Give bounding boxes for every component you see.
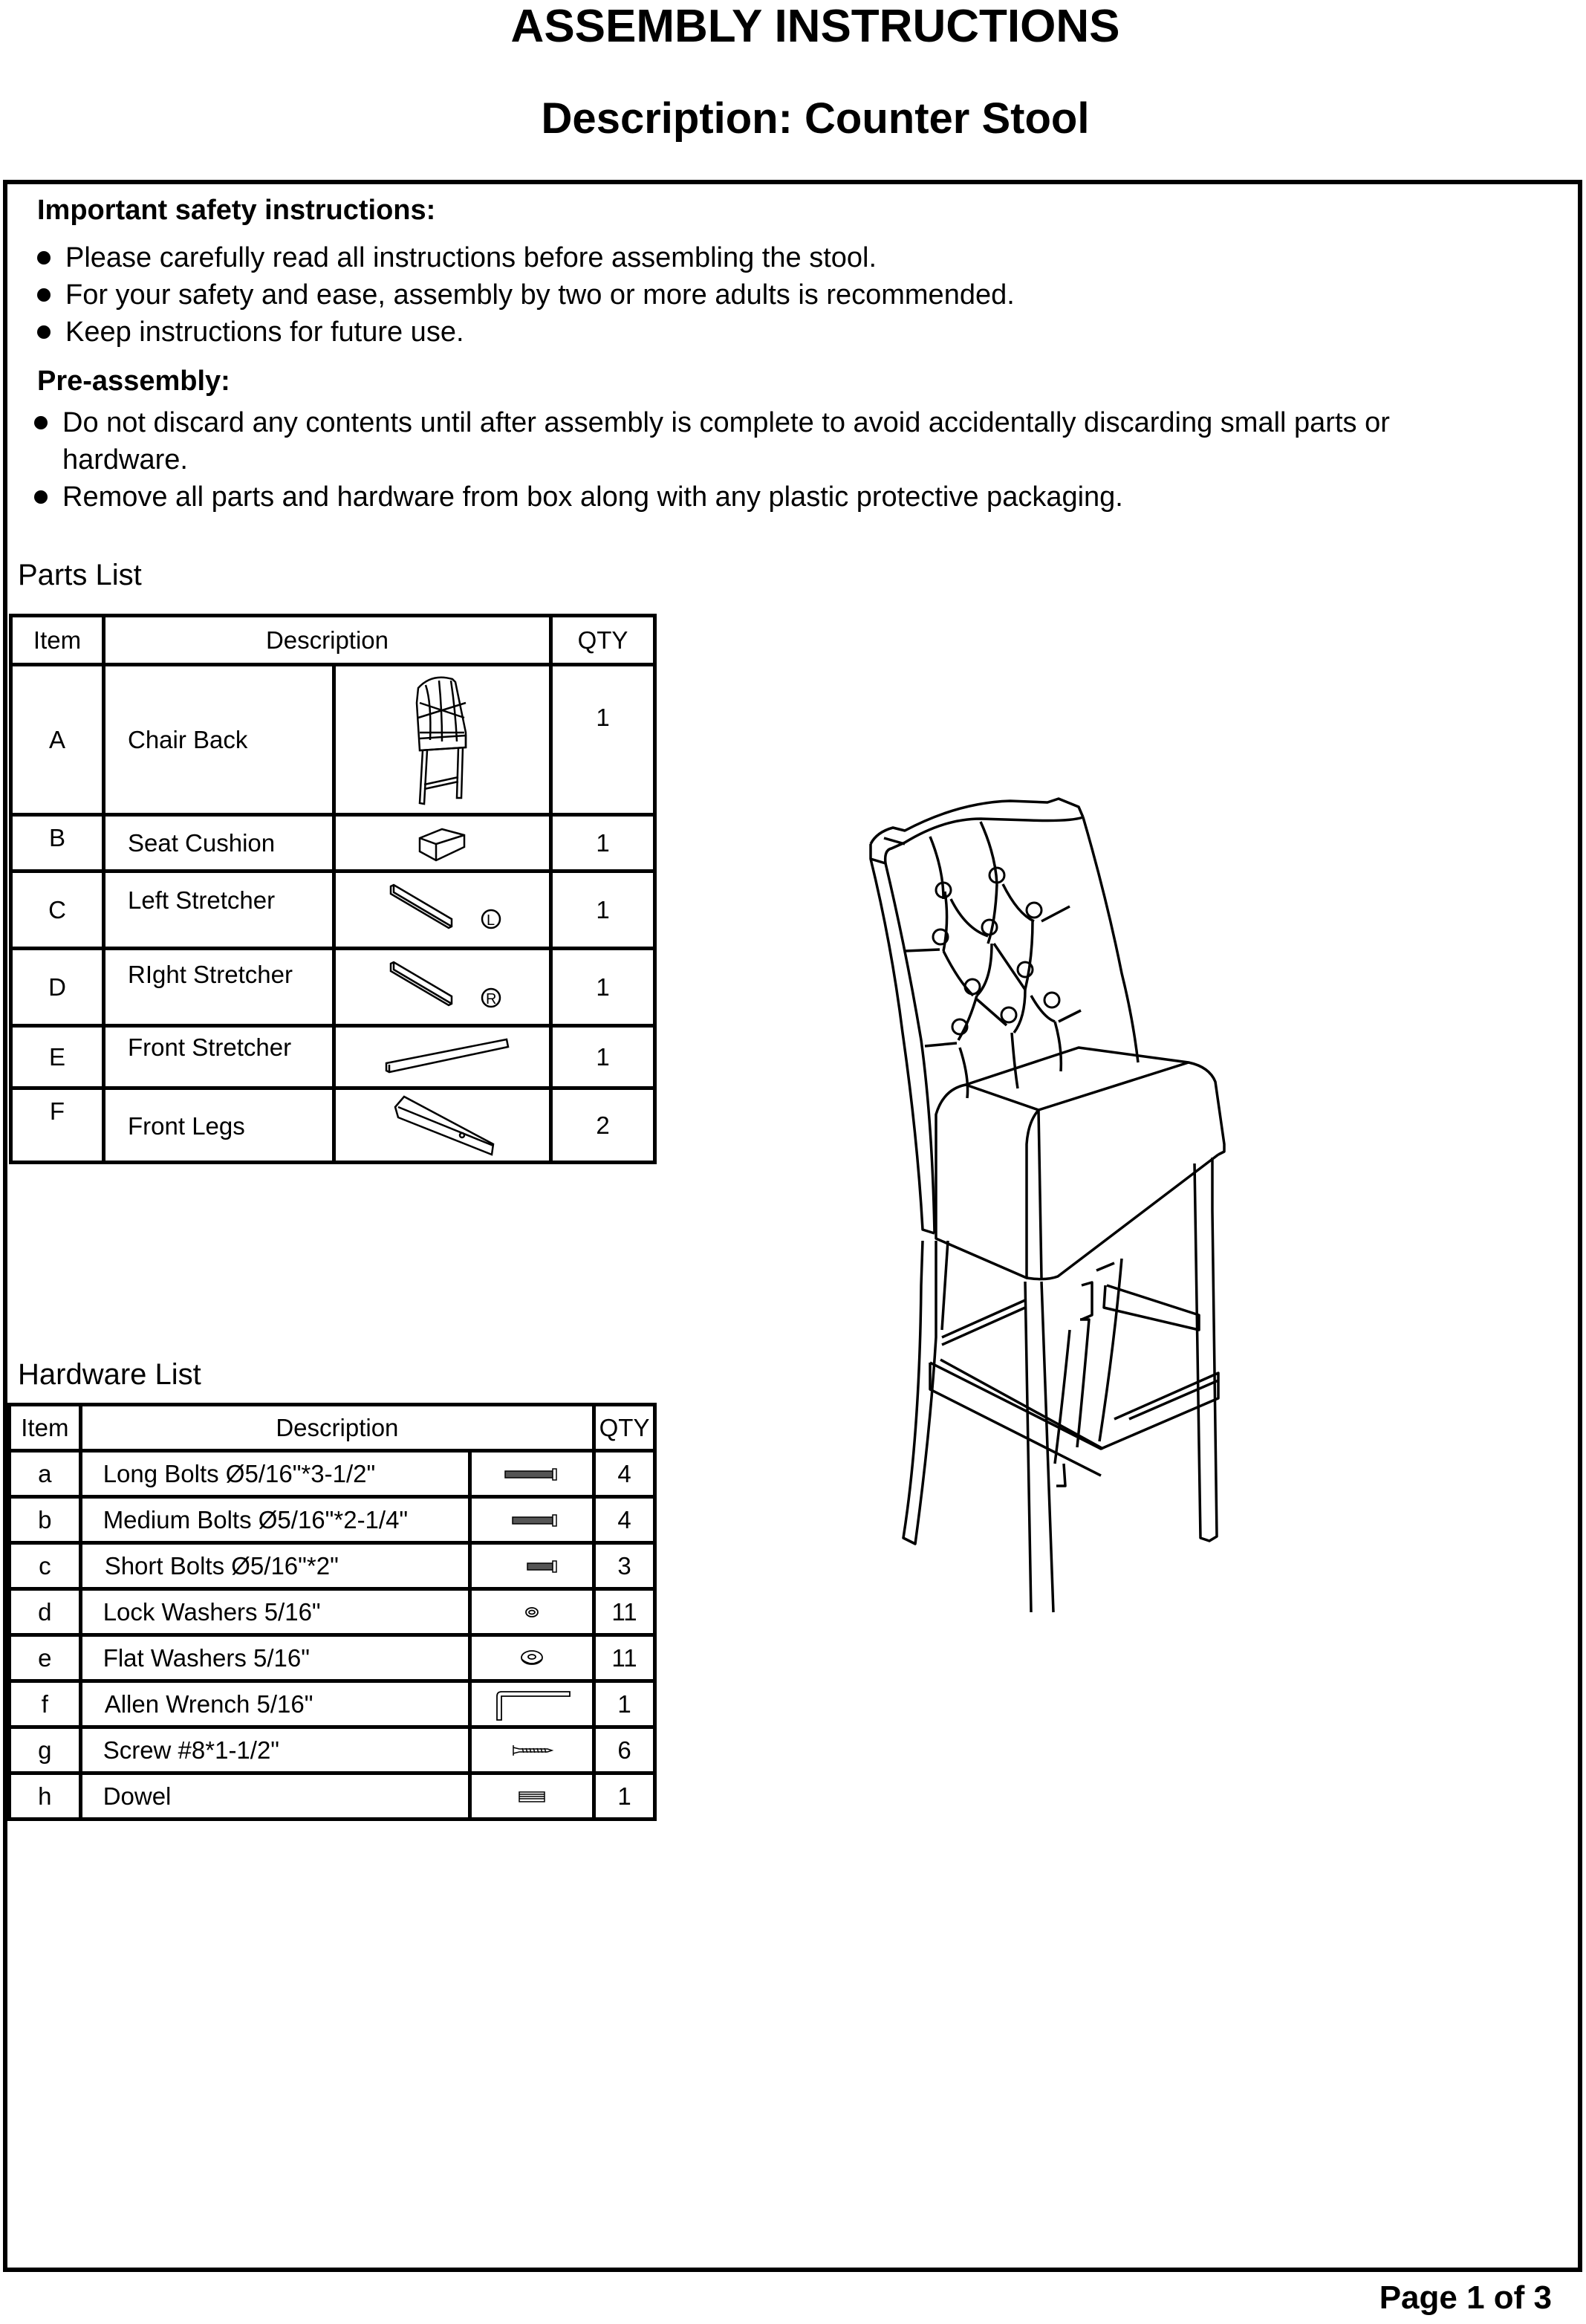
header-qty: QTY (551, 616, 655, 665)
item-letter: g (10, 1727, 81, 1773)
bullet-icon (37, 288, 51, 302)
table-row (10, 1451, 655, 1497)
table-row (11, 815, 655, 872)
long-bolt-icon (469, 1451, 594, 1497)
header-description: Description (104, 616, 551, 665)
item-qty: 11 (594, 1635, 655, 1681)
item-qty: 1 (594, 1681, 655, 1727)
safety-item: Please carefully read all instructions before assembling the stool. (36, 239, 1507, 276)
page-number: Page 1 of 3 (1379, 2279, 1552, 2316)
table-row (10, 1635, 655, 1681)
screw-icon (469, 1727, 594, 1773)
item-description: Allen Wrench 5/16" (80, 1681, 469, 1727)
table-row (10, 1773, 655, 1820)
table-row (10, 1543, 655, 1589)
allen-wrench-icon (469, 1681, 594, 1727)
item-letter: E (11, 1026, 104, 1088)
item-qty: 4 (594, 1497, 655, 1543)
table-row (11, 665, 655, 815)
table-row (10, 1497, 655, 1543)
hardware-table (7, 1403, 657, 1821)
bullet-icon (34, 416, 48, 429)
front-stretcher-icon (334, 1026, 551, 1088)
parts-header-row (11, 616, 655, 665)
pre-assembly-heading: Pre-assembly: (37, 366, 230, 397)
counter-stool-illustration (847, 795, 1426, 1620)
medium-bolt-icon (469, 1497, 594, 1543)
lock-washer-icon (469, 1589, 594, 1635)
table-row (10, 1589, 655, 1635)
item-description: RIght Stretcher (104, 949, 334, 1026)
header-item: Item (10, 1405, 81, 1451)
document-subtitle: Description: Counter Stool (541, 94, 1090, 143)
bullet-icon (37, 251, 51, 264)
pre-assembly-item: Do not discard any contents until after assembly is complete to avoid accidentally discarding small parts or hardware. (33, 404, 1504, 478)
item-letter: B (11, 815, 104, 872)
header-qty: QTY (594, 1405, 655, 1451)
pre-assembly-item: Remove all parts and hardware from box along with any plastic protective packaging. (33, 478, 1504, 516)
item-letter: h (10, 1773, 81, 1820)
front-leg-icon (334, 1088, 551, 1163)
left-stretcher-icon (334, 872, 551, 949)
item-letter: d (10, 1589, 81, 1635)
item-description: Lock Washers 5/16" (80, 1589, 469, 1635)
parts-table (9, 614, 657, 1164)
item-qty: 1 (551, 665, 655, 815)
flat-washer-icon (469, 1635, 594, 1681)
table-row (11, 872, 655, 949)
item-letter: C (11, 872, 104, 949)
item-letter: c (10, 1543, 81, 1589)
seat-cushion-icon (334, 815, 551, 872)
item-description: Seat Cushion (104, 815, 334, 872)
safety-item: For your safety and ease, assembly by two or more adults is recommended. (36, 276, 1507, 314)
item-qty: 1 (594, 1773, 655, 1820)
item-description: Front Stretcher (104, 1026, 334, 1088)
item-description: Front Legs (104, 1088, 334, 1163)
parts-list-title: Parts List (18, 559, 142, 591)
left-marker: L (486, 912, 495, 929)
item-description: Dowel (80, 1773, 469, 1820)
right-stretcher-icon (334, 949, 551, 1026)
item-description: Chair Back (104, 665, 334, 815)
item-letter: b (10, 1497, 81, 1543)
pre-assembly-list (33, 404, 1504, 516)
item-qty: 3 (594, 1543, 655, 1589)
dowel-icon (469, 1773, 594, 1820)
hardware-list-title: Hardware List (18, 1358, 201, 1391)
item-letter: D (11, 949, 104, 1026)
table-row (10, 1681, 655, 1727)
table-row (11, 949, 655, 1026)
table-row (10, 1727, 655, 1773)
bullet-icon (34, 490, 48, 504)
item-qty: 1 (551, 949, 655, 1026)
header-description: Description (80, 1405, 594, 1451)
item-letter: a (10, 1451, 81, 1497)
item-letter: A (11, 665, 104, 815)
table-row (11, 1088, 655, 1163)
item-letter: F (11, 1088, 104, 1163)
item-qty: 1 (551, 1026, 655, 1088)
bullet-icon (37, 325, 51, 339)
item-qty: 1 (551, 815, 655, 872)
short-bolt-icon (469, 1543, 594, 1589)
item-description: Medium Bolts Ø5/16"*2-1/4" (80, 1497, 469, 1543)
header-item: Item (11, 616, 104, 665)
item-description: Screw #8*1-1/2" (80, 1727, 469, 1773)
safety-item: Keep instructions for future use. (36, 314, 1507, 351)
safety-list (36, 239, 1507, 351)
item-qty: 6 (594, 1727, 655, 1773)
hardware-header-row (10, 1405, 655, 1451)
item-letter: f (10, 1681, 81, 1727)
safety-heading: Important safety instructions: (37, 195, 436, 226)
item-qty: 2 (551, 1088, 655, 1163)
right-marker: R (485, 990, 496, 1007)
item-letter: e (10, 1635, 81, 1681)
item-qty: 11 (594, 1589, 655, 1635)
item-description: Long Bolts Ø5/16"*3-1/2" (80, 1451, 469, 1497)
chair-back-icon (334, 665, 551, 815)
item-description: Short Bolts Ø5/16"*2" (80, 1543, 469, 1589)
table-row (11, 1026, 655, 1088)
item-qty: 1 (551, 872, 655, 949)
document-title: ASSEMBLY INSTRUCTIONS (510, 1, 1120, 52)
item-description: Flat Washers 5/16" (80, 1635, 469, 1681)
item-qty: 4 (594, 1451, 655, 1497)
item-description: Left Stretcher (104, 872, 334, 949)
